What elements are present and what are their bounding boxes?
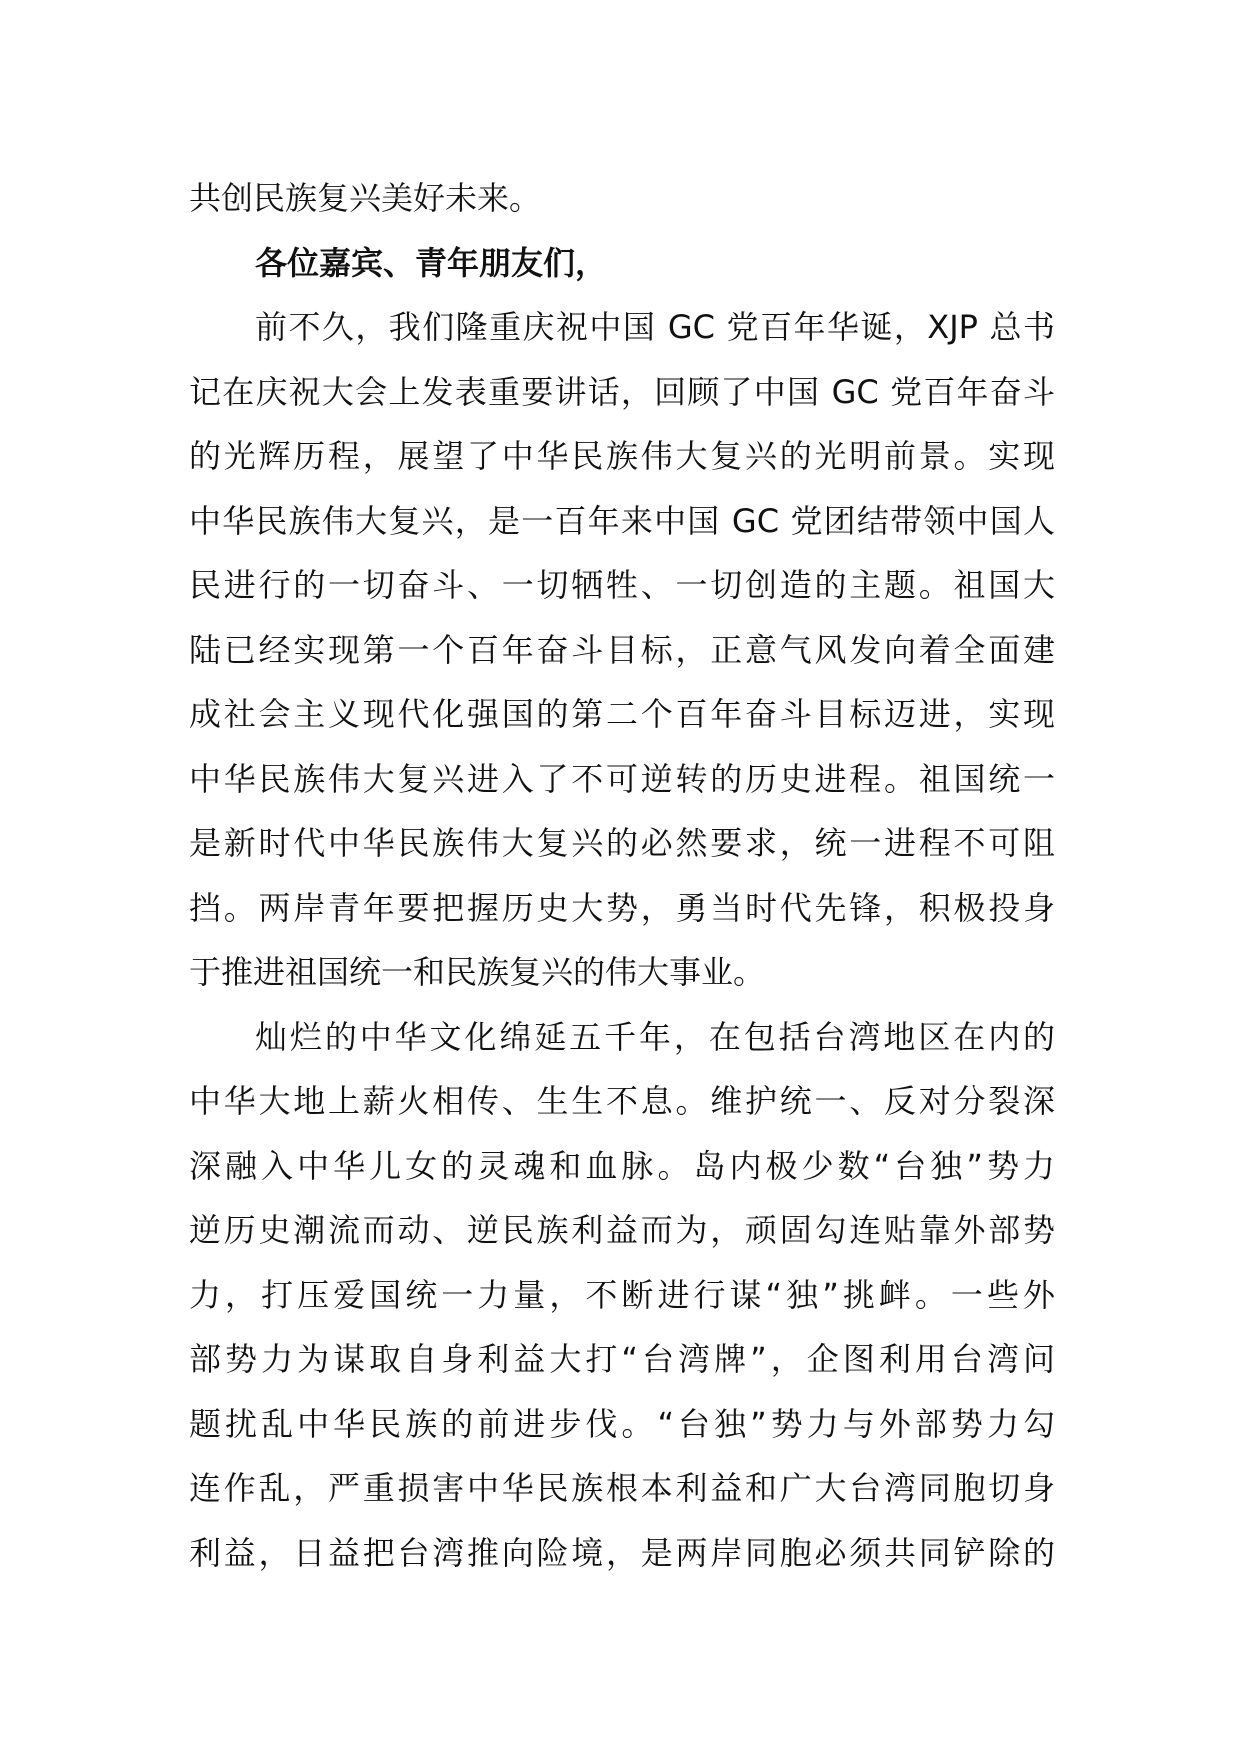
- paragraph-line: 题扰乱中华民族的前进步伐。“台独”势力与外部势力勾: [189, 1404, 1055, 1443]
- paragraph-line: 灿烂的中华文化绵延五千年，在包括台湾地区在内的: [255, 1017, 1055, 1056]
- salutation-heading: 各位嘉宾、青年朋友们，: [255, 243, 608, 282]
- paragraph-line: 中华民族伟大复兴，是一百年来中国 GC 党团结带领中国人: [189, 501, 1055, 540]
- paragraph-line: 于推进祖国统一和民族复兴的伟大事业。: [189, 953, 766, 991]
- paragraph-line: 记在庆祝大会上发表重要讲话，回顾了中国 GC 党百年奋斗: [189, 372, 1055, 411]
- paragraph-line: 是新时代中华民族伟大复兴的必然要求，统一进程不可阻: [189, 824, 1055, 862]
- paragraph-line: 中华大地上薪火相传、生生不息。维护统一、反对分裂深: [189, 1082, 1055, 1120]
- paragraph-line: 陆已经实现第一个百年奋斗目标，正意气风发向着全面建: [189, 630, 1055, 669]
- paragraph-line: 前不久，我们隆重庆祝中国 GC 党百年华诞，XJP 总书: [255, 308, 1055, 346]
- paragraph-line: 逆历史潮流而动、逆民族利益而为，顽固勾连贴靠外部势: [189, 1211, 1055, 1249]
- paragraph-line: 深融入中华儿女的灵魂和血脉。岛内极少数“台独”势力: [189, 1146, 1055, 1185]
- paragraph-line: 成社会主义现代化强国的第二个百年奋斗目标迈进，实现: [189, 695, 1055, 733]
- paragraph-line: 挡。两岸青年要把握历史大势，勇当时代先锋，积极投身: [189, 888, 1055, 927]
- paragraph-line: 的光辉历程，展望了中华民族伟大复兴的光明前景。实现: [189, 437, 1055, 475]
- paragraph-line: 中华民族伟大复兴进入了不可逆转的历史进程。祖国统一: [189, 759, 1055, 798]
- paragraph-line: 利益，日益把台湾推向险境，是两岸同胞必须共同铲除的: [189, 1533, 1055, 1572]
- paragraph-line: 部势力为谋取自身利益大打“台湾牌”，企图利用台湾问: [189, 1340, 1055, 1378]
- paragraph-line: 力，打压爱国统一力量，不断进行谋“独”挑衅。一些外: [189, 1275, 1055, 1314]
- text-line: 共创民族复兴美好未来。: [189, 179, 542, 217]
- paragraph-line: 民进行的一切奋斗、一切牺牲、一切创造的主题。祖国大: [189, 566, 1055, 604]
- body-text: [189, 166, 1055, 1585]
- paragraph-line: 连作乱，严重损害中华民族根本利益和广大台湾同胞切身: [189, 1469, 1055, 1507]
